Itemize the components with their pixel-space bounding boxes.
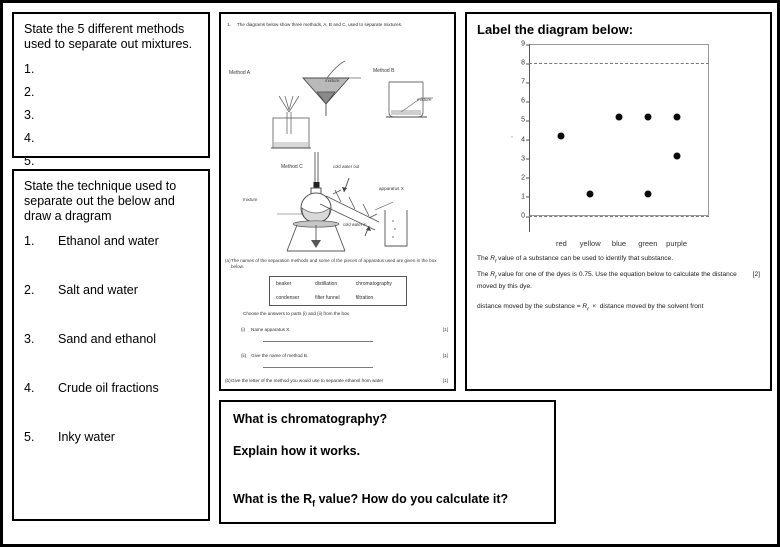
method-a-label: Method A (229, 70, 251, 76)
list-number: 2. (24, 85, 35, 99)
mixture-a-label: mixture (325, 78, 340, 83)
table-row (270, 291, 406, 305)
exam-sub-question-i (241, 327, 291, 333)
exam-part-b (225, 378, 448, 384)
list-number: 1. (24, 62, 35, 76)
exam-sub-question-ii (241, 353, 309, 359)
list-item[interactable] (24, 108, 198, 123)
sub-question-text: Name apparatus X. (251, 327, 291, 332)
chromatogram-panel (465, 12, 772, 391)
y-tick-1: 1 (515, 193, 525, 200)
apparatus-x-label: apparatus X (379, 186, 404, 191)
rf-statement-1: The $R_f$ value of a substance can be used to identify that substance. (477, 255, 674, 265)
method-a-diagram (265, 60, 361, 152)
list-number: 2. (24, 283, 35, 297)
list-item-label: Crude oil fractions (58, 381, 159, 395)
method-c-label: Method C (281, 164, 303, 170)
choose-instruction: Choose the answers to parts (i) and (ii) from the box (243, 311, 349, 316)
y-tick-3: 3 (515, 155, 525, 162)
y-axis (529, 44, 530, 232)
cold-water-out-label: cold water out (333, 164, 360, 169)
techniques-question-box (12, 169, 210, 521)
methods-question-title: State the 5 different methods used to separate out mixtures. (24, 22, 193, 51)
list-number: 1. (24, 234, 35, 248)
marks-i: [1] (442, 327, 448, 332)
list-item[interactable] (24, 154, 198, 169)
spot-purple-5 (673, 152, 680, 159)
question-number: 1. (227, 22, 231, 27)
methods-answer-list (24, 62, 198, 169)
word-cell[interactable]: distillation (315, 281, 338, 287)
list-number: 3. (24, 332, 35, 346)
list-item[interactable] (24, 234, 198, 283)
solvent-front-line (529, 63, 709, 64)
chromatography-question-2: Explain how it works. (233, 444, 361, 458)
marks-b: [1] (442, 378, 448, 383)
answer-line[interactable] (38, 85, 198, 100)
part-a-text: The names of the separation methods and some of the pieces of apparatus used are given in the box below. (231, 258, 437, 269)
q3-prefix: What is the R (233, 492, 313, 506)
spot-blue-6 (616, 114, 623, 121)
method-b-diagram (381, 76, 451, 142)
list-item-label: Sand and ethanol (58, 332, 157, 346)
spot-yellow-2 (587, 190, 594, 197)
y-tick-6: 6 (515, 98, 525, 105)
spot-green-2 (644, 190, 651, 197)
spot-green-6 (644, 114, 651, 121)
rf-symbol: $R_f$ (582, 303, 589, 313)
list-number: 5. (24, 430, 35, 444)
list-number: 4. (24, 381, 35, 395)
word-cell[interactable]: filtration (355, 295, 374, 301)
sub-question-number: (i) (241, 327, 246, 332)
part-b-text: Give the letter of the method you would use to separate ethanol from water (231, 378, 384, 383)
marks-ii: [1] (442, 353, 448, 358)
exam-paper-panel (219, 12, 456, 391)
y-tick-9: 9 (515, 41, 525, 48)
answer-rule[interactable] (263, 367, 373, 368)
rf-equation: distance moved by the substance = $R_f$ × distance moved by the solvent front (477, 303, 704, 313)
spot-purple-6 (673, 114, 680, 121)
exam-part-a (225, 258, 448, 270)
answer-rule[interactable] (263, 341, 373, 342)
y-tick-7: 7 (515, 79, 525, 86)
sub-question-number: (ii) (241, 353, 247, 358)
cold-water-in-label: cold water in (343, 222, 367, 227)
x-tick-blue: blue (611, 239, 627, 248)
y-tick-5: 5 (515, 117, 525, 124)
list-item[interactable] (24, 430, 198, 479)
answer-line[interactable] (38, 154, 198, 169)
list-item[interactable] (24, 62, 198, 77)
list-item[interactable] (24, 131, 198, 146)
chromatography-question-box (219, 400, 556, 524)
marks-rf: [2] (752, 271, 760, 278)
y-tick-2: 2 (515, 174, 525, 181)
rf-symbol: $R_f$ (490, 271, 497, 281)
table-row (270, 277, 406, 291)
word-cell[interactable]: condenser (276, 295, 300, 301)
x-tick-red: red (555, 239, 567, 248)
q3-subscript: f (312, 498, 316, 509)
y-axis-label: , (511, 132, 513, 139)
y-tick-4: 4 (515, 136, 525, 143)
chromatography-question-1: What is chromatography? (233, 412, 388, 426)
spot-red-5 (558, 133, 565, 140)
rf-symbol: $R_f$ (490, 255, 497, 265)
list-item-label: Inky water (58, 430, 115, 444)
techniques-answer-list (24, 234, 198, 479)
chromatogram-plot (521, 40, 709, 248)
word-cell[interactable]: chromatography (355, 281, 392, 287)
techniques-question-title: State the technique used to separate out the below and draw a dragram (24, 179, 177, 223)
list-item[interactable] (24, 283, 198, 332)
list-number: 4. (24, 131, 35, 145)
answer-line[interactable] (38, 131, 198, 146)
rf-statement-2: [2] The $R_f$ value for one of the dyes is 0.75. Use the equation below to calculate the distance moved by this dye. (477, 271, 760, 291)
mixture-c-label: mixture (243, 197, 258, 202)
answer-line[interactable] (38, 62, 198, 77)
sub-question-text: Give the name of method B. (251, 353, 309, 358)
baseline-line (529, 216, 709, 217)
list-item-label: Ethanol and water (58, 234, 159, 248)
list-number: 5. (24, 154, 35, 168)
chromatography-question-3 (233, 492, 542, 509)
mixture-b-label: mixture (417, 97, 432, 102)
question-text: The diagrams below show three methods, A, B and C, used to separate mixtures. (237, 22, 403, 27)
y-tick-8: 8 (515, 60, 525, 67)
list-number: 3. (24, 108, 35, 122)
methods-question-box (12, 12, 210, 168)
list-item[interactable] (24, 332, 198, 381)
word-bank-table (270, 277, 406, 305)
y-tick-0: 0 (515, 213, 525, 220)
x-tick-green: green (638, 239, 658, 248)
list-item[interactable] (24, 85, 198, 100)
exam-paper-scan (221, 14, 454, 389)
page-title: Label the diagram below: (477, 22, 634, 37)
list-item-label: Salt and water (58, 283, 138, 297)
list-item[interactable] (24, 381, 198, 430)
part-b-tag: (b) (225, 378, 231, 383)
plot-area (529, 44, 709, 216)
exam-question-1 (227, 22, 448, 28)
method-b-label: Method B (373, 68, 395, 74)
x-tick-purple: purple (666, 239, 688, 248)
word-cell[interactable]: filter funnel (315, 295, 340, 301)
part-a-tag: (a) (225, 258, 231, 263)
word-bank-box (269, 276, 407, 306)
word-cell[interactable]: beaker (276, 281, 292, 287)
answer-line[interactable] (38, 108, 198, 123)
answer-rule[interactable] (235, 390, 287, 391)
q3-suffix: value? How do you calculate it? (315, 492, 509, 506)
x-tick-yellow: yellow (579, 239, 601, 248)
